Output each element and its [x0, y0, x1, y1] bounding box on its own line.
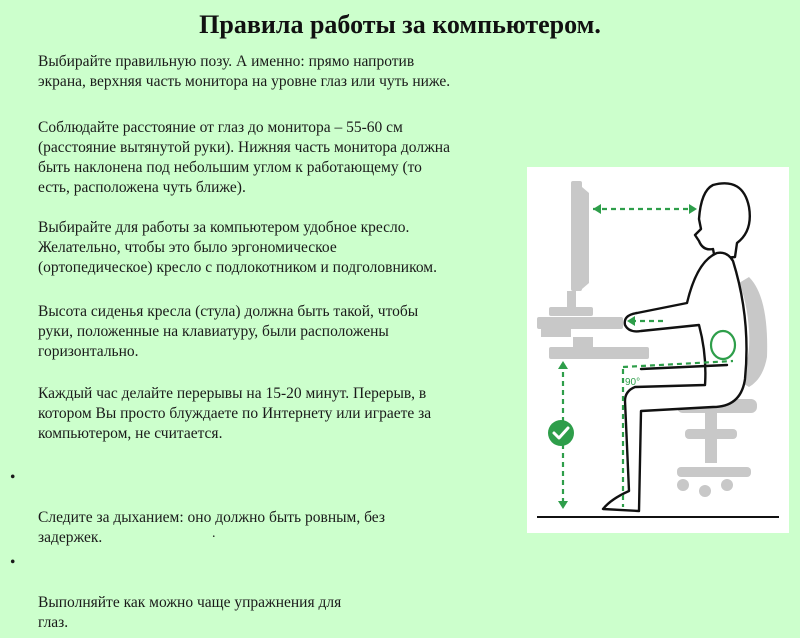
bullet-list — [10, 468, 480, 638]
bullet-marker: • — [10, 469, 16, 486]
paragraph-seat-height: Высота сиденья кресла (стула) должна быть такой, чтобы руки, положенные на клавиатуру, были расположены горизонтально. — [38, 303, 419, 360]
bullet-marker: • — [10, 554, 16, 571]
paragraph-chair: Выбирайте для работы за компьютером удобное кресло. Желательно, чтобы это было эргономическое (ортопедическое) кресло с подлокотником и подголовником. — [38, 219, 437, 276]
monitor-icon — [549, 181, 593, 316]
posture-diagram-svg — [527, 167, 789, 533]
bullet-text: Выполняйте как можно чаще упражнения для глаз. — [38, 594, 342, 631]
bullet-text: Следите за дыханием: оно должно быть ровным, без задержек. — [38, 509, 385, 546]
check-circle-icon — [548, 420, 574, 446]
stray-dot: . — [212, 526, 216, 541]
paragraph-distance: Соблюдайте расстояние от глаз до монитора – 55-60 см (расстояние вытянутой руки). Нижняя часть монитора должна быть наклонена под небольшим углом к работающему (то есть, расположена чуть ближе). — [38, 119, 450, 196]
paragraph-posture: Выбирайте правильную позу. А именно: прямо напротив экрана, верхняя часть монитора на уровне глаз или чуть ниже. — [38, 53, 451, 90]
ergonomic-posture-illustration — [527, 167, 789, 533]
paragraph-breaks: Каждый час делайте перерывы на 15-20 минут. Перерыв, в котором Вы просто блуждаете по Интернету или играете за компьютером, не считается. — [38, 385, 432, 442]
bullet-item-breathing — [10, 468, 480, 548]
bullet-item-eye-exercises — [10, 553, 480, 633]
knee-angle-label: 90° — [625, 377, 641, 388]
slide-title: Правила работы за компьютером. — [199, 10, 601, 39]
